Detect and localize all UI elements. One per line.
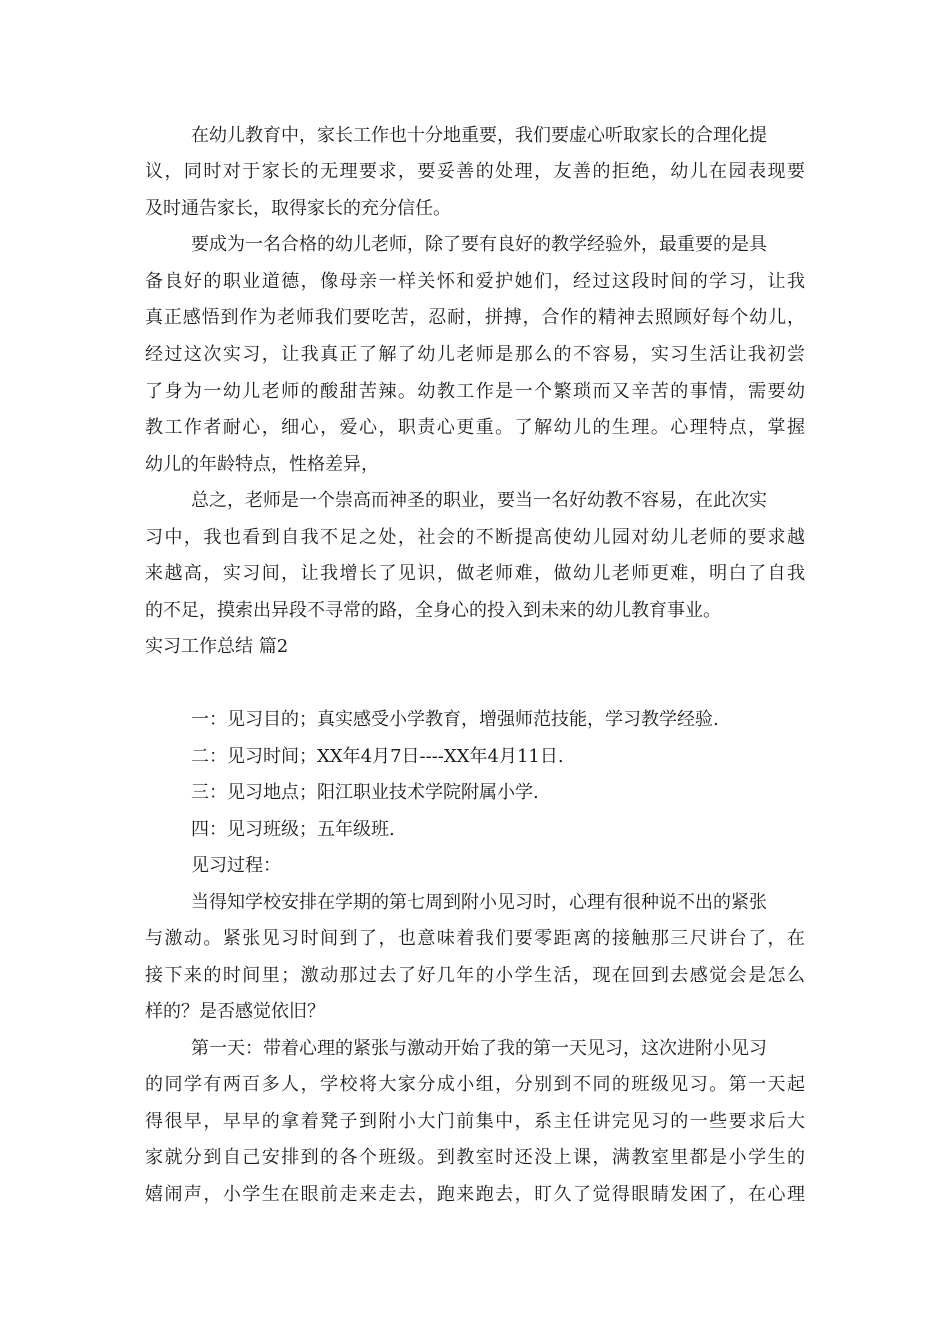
paragraph-line: 备良好的职业道德，像母亲一样关怀和爱护她们，经过这段时间的学习，让我 (145, 271, 805, 292)
paragraph-line: 经过这次实习，让我真正了解了幼儿老师是那么的不容易，实习生活让我初尝 (145, 344, 805, 365)
paragraph-line: 嬉闹声，小学生在眼前走来走去，跑来跑去，盯久了觉得眼睛发困了，在心理 (145, 1184, 805, 1205)
paragraph-line: 及时通告家长，取得家长的充分信任。 (145, 198, 451, 219)
paragraph-line: 了身为一幼儿老师的酸甜苦辣。幼教工作是一个繁琐而又辛苦的事情，需要幼 (145, 381, 805, 402)
list-item: 见习过程： (191, 855, 281, 876)
paragraph-line: 教工作者耐心，细心，爱心，职责心更重。了解幼儿的生理。心理特点，掌握 (145, 417, 805, 438)
list-item: 二：见习时间；XX年4月7日----XX年4月11日. (191, 746, 564, 767)
paragraph-line: 来越高，实习间，让我增长了见识，做老师难，做幼儿老师更难，明白了自我 (145, 563, 805, 584)
paragraph-line: 的同学有两百多人，学校将大家分成小组，分别到不同的班级见习。第一天起 (145, 1074, 805, 1095)
paragraph-line: 得很早，早早的拿着凳子到附小大门前集中，系主任讲完见习的一些要求后大 (145, 1111, 805, 1132)
paragraph-line: 接下来的时间里；激动那过去了好几年的小学生活，现在回到去感觉会是怎么 (145, 965, 805, 986)
paragraph-line: 家就分到自己安排到的各个班级。到教室时还没上课，满教室里都是小学生的 (145, 1147, 805, 1168)
paragraph-line: 总之，老师是一个崇高而神圣的职业，要当一名好幼教不容易，在此次实 (191, 490, 767, 511)
paragraph-line: 当得知学校安排在学期的第七周到附小见习时，心理有很种说不出的紧张 (191, 892, 767, 913)
list-item: 一：见习目的；真实感受小学教育，增强师范技能，学习教学经验. (191, 709, 719, 730)
paragraph-line: 真正感悟到作为老师我们要吃苦，忍耐，拼搏，合作的精神去照顾好每个幼儿， (145, 307, 805, 328)
paragraph-line: 要成为一名合格的幼儿老师，除了要有良好的教学经验外，最重要的是具 (191, 234, 767, 255)
paragraph-line: 议，同时对于家长的无理要求，要妥善的处理，友善的拒绝，幼儿在园表现要 (145, 161, 805, 182)
list-item: 三：见习地点；阳江职业技术学院附属小学. (191, 782, 539, 803)
paragraph-line: 第一天：带着心理的紧张与激动开始了我的第一天见习，这次进附小见习 (191, 1038, 767, 1059)
section-title: 实习工作总结 篇2 (145, 636, 289, 657)
paragraph-line: 样的？是否感觉依旧？ (145, 1001, 325, 1022)
list-item: 四：见习班级；五年级班. (191, 819, 395, 840)
paragraph-line: 习中，我也看到自我不足之处，社会的不断提高使幼儿园对幼儿老师的要求越 (145, 527, 805, 548)
paragraph-line: 幼儿的年龄特点，性格差异， (145, 454, 379, 475)
paragraph-line: 的不足，摸索出异段不寻常的路，全身心的投入到未来的幼儿教育事业。 (145, 600, 721, 621)
paragraph-line: 与激动。紧张见习时间到了，也意味着我们要零距离的接触那三尺讲台了，在 (145, 928, 805, 949)
paragraph-line: 在幼儿教育中，家长工作也十分地重要，我们要虚心听取家长的合理化提 (191, 125, 767, 146)
